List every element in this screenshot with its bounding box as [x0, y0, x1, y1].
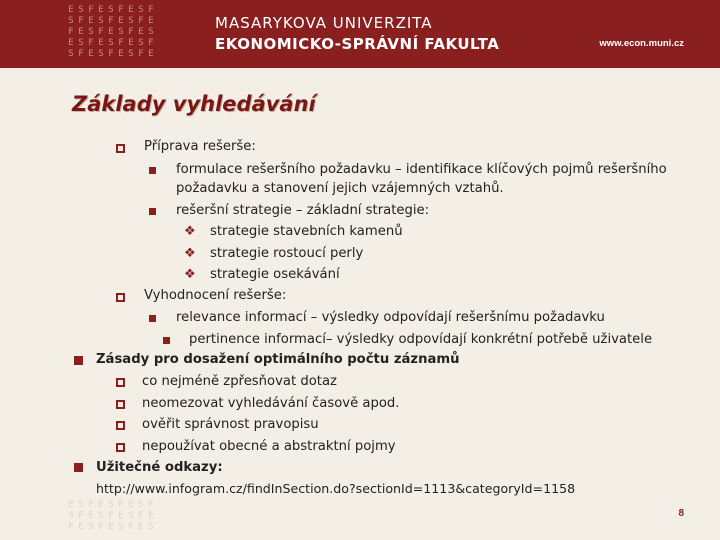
logo-glyph: E: [68, 500, 74, 510]
logo-glyph: E: [108, 522, 114, 532]
logo-glyph: E: [148, 16, 154, 26]
hollow-square-bullet-icon: [116, 400, 125, 409]
list-item-level2: co nejméně zpřesňovat dotaz: [142, 374, 337, 389]
logo-glyph: F: [118, 500, 124, 510]
logo-glyph: S: [118, 522, 124, 532]
filled-square-bullet-icon: [74, 356, 83, 365]
website-url[interactable]: www.econ.muni.cz: [599, 38, 684, 49]
logo-glyph: E: [78, 522, 84, 532]
logo-glyph: F: [138, 511, 144, 521]
logo-glyph: S: [128, 511, 134, 521]
list-item-level4: strategie rostoucí perly: [210, 246, 364, 261]
hollow-square-bullet-icon: [116, 144, 125, 153]
logo-glyph: S: [128, 16, 134, 26]
logo-glyph: S: [78, 38, 84, 48]
logo-glyph: F: [78, 511, 84, 521]
logo-glyph: E: [138, 27, 144, 37]
logo-glyph: S: [78, 5, 84, 15]
logo-glyph: E: [148, 49, 154, 59]
logo-glyph: E: [118, 49, 124, 59]
list-item-level3-continued: požadavku a stanovení jejich vzájemných vztahů.: [176, 181, 504, 196]
logo-glyph: F: [98, 27, 104, 37]
logo-glyph: E: [98, 500, 104, 510]
list-item-level2: ověřit správnost pravopisu: [142, 417, 319, 432]
logo-glyph: S: [68, 16, 74, 26]
logo-glyph: F: [88, 5, 94, 15]
logo-glyph: E: [68, 5, 74, 15]
slide-title: Základy vyhledávání: [72, 92, 316, 116]
footer-logo-pattern: [66, 500, 156, 533]
page-number: 8: [678, 508, 684, 519]
list-item-level2: neomezovat vyhledávání časově apod.: [142, 396, 400, 411]
list-item-level2: nepoužívat obecné a abstraktní pojmy: [142, 439, 396, 454]
solid-square-bullet-icon: [149, 208, 156, 215]
logo-glyph: E: [138, 522, 144, 532]
logo-glyph: E: [118, 16, 124, 26]
hollow-square-bullet-icon: [116, 293, 125, 302]
logo-glyph: F: [148, 500, 154, 510]
list-item-level3: relevance informací – výsledky odpovídají rešeršnímu požadavku: [176, 310, 605, 325]
logo-glyph: E: [88, 16, 94, 26]
list-item-level2: Vyhodnocení rešerše:: [144, 288, 287, 303]
logo-glyph: S: [78, 500, 84, 510]
logo-glyph: S: [148, 522, 154, 532]
logo-glyph: E: [148, 511, 154, 521]
logo-glyph: S: [98, 49, 104, 59]
logo-glyph: S: [98, 16, 104, 26]
logo-glyph: S: [138, 500, 144, 510]
hollow-square-bullet-icon: [116, 421, 125, 430]
logo-glyph: E: [68, 38, 74, 48]
logo-glyph: E: [88, 49, 94, 59]
logo-glyph: S: [118, 27, 124, 37]
logo-glyph: F: [68, 27, 74, 37]
logo-glyph: S: [88, 27, 94, 37]
logo-glyph: F: [108, 511, 114, 521]
logo-glyph: S: [98, 511, 104, 521]
logo-glyph: F: [138, 49, 144, 59]
logo-glyph: S: [108, 38, 114, 48]
logo-glyph: F: [78, 16, 84, 26]
list-item-level4: strategie osekávání: [210, 267, 340, 282]
hollow-square-bullet-icon: [116, 443, 125, 452]
logo-glyph: E: [128, 5, 134, 15]
logo-glyph: F: [118, 38, 124, 48]
logo-glyph: F: [128, 522, 134, 532]
solid-square-bullet-icon: [149, 167, 156, 174]
logo-glyph: E: [88, 511, 94, 521]
list-item-level1: Užitečné odkazy:: [96, 460, 223, 475]
logo-glyph: E: [98, 5, 104, 15]
logo-glyph: E: [128, 500, 134, 510]
list-item-level3: formulace rešeršního požadavku – identifikace klíčových pojmů rešeršního: [176, 162, 667, 177]
logo-glyph: S: [128, 49, 134, 59]
list-item-level3: rešeršní strategie – základní strategie:: [176, 203, 430, 218]
four-diamond-bullet-icon: ❖: [184, 246, 196, 261]
list-item-level3: pertinence informací– výsledky odpovídají konkrétní potřebě uživatele: [189, 332, 653, 347]
logo-glyph: F: [98, 522, 104, 532]
logo-glyph: F: [118, 5, 124, 15]
solid-square-bullet-icon: [163, 337, 170, 344]
logo-glyph: F: [148, 5, 154, 15]
logo-glyph: S: [88, 522, 94, 532]
useful-link[interactable]: http://www.infogram.cz/findInSection.do?sectionId=1113&categoryId=1158: [96, 481, 576, 496]
list-item-level2: Příprava rešerše:: [144, 139, 256, 154]
logo-glyph: E: [108, 27, 114, 37]
logo-glyph: F: [148, 38, 154, 48]
logo-glyph: S: [108, 5, 114, 15]
logo-glyph: F: [108, 49, 114, 59]
logo-glyph: F: [88, 500, 94, 510]
logo-glyph: S: [108, 500, 114, 510]
faculty-name: EKONOMICKO-SPRÁVNÍ FAKULTA: [215, 35, 500, 53]
logo-glyph: E: [128, 38, 134, 48]
logo-glyph: F: [138, 16, 144, 26]
four-diamond-bullet-icon: ❖: [184, 224, 196, 239]
logo-glyph: S: [68, 511, 74, 521]
university-name: MASARYKOVA UNIVERZITA: [215, 14, 433, 32]
logo-glyph: F: [108, 16, 114, 26]
logo-glyph: E: [118, 511, 124, 521]
logo-glyph: F: [78, 49, 84, 59]
logo-glyph: E: [78, 27, 84, 37]
logo-glyph: F: [68, 522, 74, 532]
logo-glyph: E: [98, 38, 104, 48]
filled-square-bullet-icon: [74, 463, 83, 472]
hollow-square-bullet-icon: [116, 378, 125, 387]
list-item-level4: strategie stavebních kamenů: [210, 224, 403, 239]
logo-glyph: F: [128, 27, 134, 37]
solid-square-bullet-icon: [149, 315, 156, 322]
four-diamond-bullet-icon: ❖: [184, 267, 196, 282]
logo-glyph: S: [68, 49, 74, 59]
logo-glyph: S: [148, 27, 154, 37]
list-item-level1: Zásady pro dosažení optimálního počtu záznamů: [96, 352, 460, 367]
logo-glyph: F: [88, 38, 94, 48]
logo-glyph: S: [138, 38, 144, 48]
logo-glyph: S: [138, 5, 144, 15]
